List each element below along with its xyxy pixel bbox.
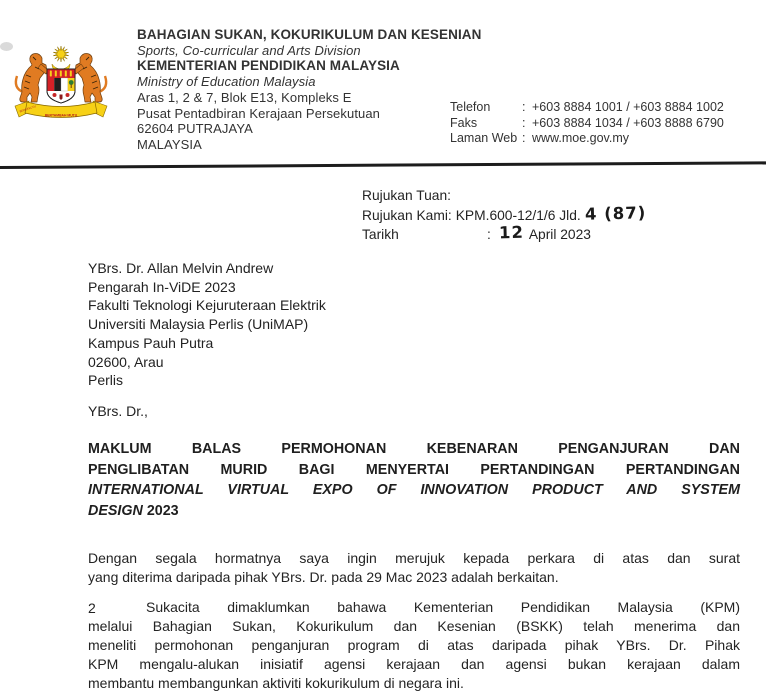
address-line: Aras 1, 2 & 7, Blok E13, Kompleks E [137,89,352,105]
text-line: YBrs. Dr. Allan Melvin Andrew [88,260,274,276]
address-line: 62604 PUTRAJAYA [137,121,253,137]
telefon-value: +603 8884 1001 / +603 8884 1002 [532,100,724,114]
division-name-en: Sports, Co-curricular and Arts Division [137,42,361,58]
subject-heading [88,439,740,522]
text-line: Universiti Malaysia Perlis (UniMAP) [88,316,309,333]
tarikh-value: April 2023 [528,227,591,242]
reference-block [362,187,646,245]
motto-center-text: BERTAMBAH MUTU [44,113,78,118]
web-label: Laman Web [450,131,518,146]
text-line: 02600, Arau [88,353,164,370]
colon: : [522,131,526,146]
text-line: Fakulti Teknologi Kejuruteraan Elektrik [88,297,326,314]
contact-telefon-row [450,100,724,116]
text-line: KPM mengalu-alukan inisiatif agensi kerajaan dan agensi bukan kerajaan dalam [88,656,740,672]
paragraph-2-number: 2 [88,600,96,616]
division-name-my: BAHAGIAN SUKAN, KOKURIKULUM DAN KESENIAN [137,27,482,42]
paragraph-1 [88,549,740,587]
tiger-left-icon [16,54,48,103]
text-line: Kampus Pauh Putra [88,334,214,351]
faks-label: Faks [450,115,478,130]
colon: : [487,227,491,242]
web-value: www.moe.gov.my [532,131,630,146]
text-line: melalui Bahagian Sukan, Kokurikulum dan Kesenian (BSKK) telah menerima dan [88,618,740,634]
colon: : [522,115,526,130]
contact-web-row [450,131,724,147]
contact-block [450,100,724,147]
motto-banner-icon [15,101,107,118]
text-line: membantu membangunkan aktiviti kokurikulum di negara ini. [88,675,464,691]
text-line: Sukacita dimaklumkan bahawa Kementerian Pendidikan Malaysia (KPM) [146,599,740,615]
shield-icon [47,69,75,103]
tarikh-line [362,222,646,245]
text-line: Pengarah In-ViDE 2023 [88,278,236,295]
subject-line [88,501,740,522]
colon: : [522,100,526,114]
ministry-name-en: Ministry of Education Malaysia [137,74,316,90]
faks-value: +603 8884 1034 / +603 8888 6790 [532,115,724,130]
subject-line: INTERNATIONAL VIRTUAL EXPO OF INNOVATION PRODUCT AND SYSTEM [88,482,740,499]
text-line: yang diterima daripada pihak YBrs. Dr. pada 29 Mac 2023 adalah berkaitan. [88,569,559,585]
tiger-right-icon [74,54,106,103]
rujukan-kami-label: Rujukan Kami: [362,207,452,223]
address-line: MALAYSIA [137,136,202,152]
text-line: meneliti permohonan penganjuran program di atas daripada pihak YBrs. Dr. Pihak [88,637,740,653]
ministry-name-my: KEMENTERIAN PENDIDIKAN MALAYSIA [137,58,400,74]
salutation: YBrs. Dr., [88,403,148,419]
malaysia-coat-of-arms-icon [11,45,111,131]
star-icon [53,46,69,62]
subject-line4-year: 2023 [146,503,179,520]
address-line: Pusat Pentadbiran Kerajaan Persekutuan [137,105,381,121]
letterhead-text-block [137,27,482,153]
rujukan-kami-line [362,202,647,226]
subject-line: PENGLIBATAN MURID BAGI MENYERTAI PERTANDINGAN PERTANDINGAN [88,461,740,478]
contact-faks-row [450,116,724,132]
recipient-address [88,259,326,390]
motto-left-text: BERSEKUTU [19,104,37,114]
rujukan-kami-handwritten: 4 (87) [584,202,647,224]
telefon-label: Telefon [450,100,491,114]
letterhead-divider [0,161,766,169]
tarikh-handwritten-day: 12 [498,222,525,243]
text-line: Dengan segala hormatnya saya ingin merujuk kepada perkara di atas dan surat [88,550,740,566]
subject-line4-italic: DESIGN [88,503,143,520]
rujukan-kami-value: KPM.600-12/1/6 Jld. [455,207,581,223]
subject-line: MAKLUM BALAS PERMOHONAN KEBENARAN PENGANJURAN DAN [88,441,740,457]
rujukan-tuan-line: Rujukan Tuan: [362,188,451,203]
tarikh-label: Tarikh [362,227,399,242]
paragraph-2 [88,598,740,691]
text-line: Perlis [88,372,124,389]
